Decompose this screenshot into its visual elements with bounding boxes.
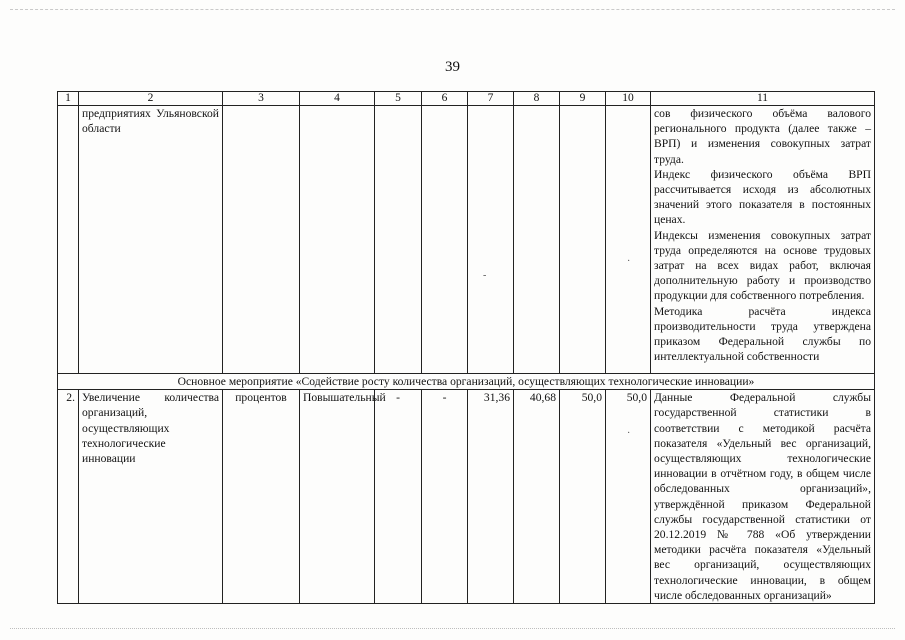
page-number: 39: [445, 59, 460, 75]
table-header-row: [58, 92, 875, 106]
column-header: 10: [606, 92, 651, 106]
column-header: 1: [58, 92, 79, 106]
value-cell: -: [422, 390, 468, 604]
methodology-note-cell: [651, 106, 875, 374]
value-cell: 40,68: [514, 390, 560, 604]
scan-speck: ·: [627, 428, 631, 439]
value-cell: 50,0: [606, 390, 651, 604]
table-cell: [560, 106, 606, 374]
column-header: 4: [300, 92, 375, 106]
row-number: 2.: [58, 390, 79, 604]
table-cell: [514, 106, 560, 374]
unit-cell: процентов: [223, 390, 300, 604]
table-row-2: [58, 390, 875, 604]
scan-edge-bottom: [10, 628, 895, 630]
column-header: 2: [79, 92, 223, 106]
table-cell: [375, 106, 422, 374]
note-paragraph: сов физического объёма валового регионального продукта (далее также – ВРП) и изменения совокупных затрат труда.: [654, 107, 871, 166]
note-paragraph: Методика расчёта индекса производительности труда утверждена приказом Федеральной службы по интеллектуальной собственности: [654, 304, 871, 364]
column-header: 7: [468, 92, 514, 106]
scan-edge-top: [10, 9, 895, 11]
column-header: 8: [514, 92, 560, 106]
note-paragraph: Индексы изменения совокупных затрат труда определяются на основе трудовых затрат на всех видах работ, включая дополнительную работу и производство продукции для собственного потребления.: [654, 228, 871, 303]
note-paragraph: Индекс физического объёма ВРП рассчитывается исходя из абсолютных значений этого показателя в постоянных ценах.: [654, 167, 871, 227]
column-header: 3: [223, 92, 300, 106]
column-header: 5: [375, 92, 422, 106]
direction-cell: Повышательный: [300, 390, 375, 604]
value-cell: -: [375, 390, 422, 604]
indicators-table: [57, 91, 875, 604]
section-title: Основное мероприятие «Содействие росту количества организаций, осуществляющих технологические инновации»: [58, 374, 875, 390]
value-cell: 50,0: [560, 390, 606, 604]
table-row-continuation: [58, 106, 875, 374]
value-cell: 31,36: [468, 390, 514, 604]
table-cell: [223, 106, 300, 374]
table-cell: [58, 106, 79, 374]
table-cell: [606, 106, 651, 374]
table-cell: [300, 106, 375, 374]
scan-speck: ·: [627, 256, 631, 267]
table-cell: [468, 106, 514, 374]
column-header: 6: [422, 92, 468, 106]
column-header: 11: [651, 92, 875, 106]
methodology-note-cell: Данные Федеральной службы государственной статистики в соответствии с методикой расчёта показателя «Удельный вес организаций, осуществляющих технологические инновации в отчётном году, в общем числе обследованных организаций», утверждённой приказом Федеральной службы государственной статистики от 20.12.2019 № 788 «Об утверждении методики расчёта показателя «Удельный вес организаций, осуществляющих технологические инновации, в общем числе обследованных организаций»: [651, 390, 875, 604]
column-header: 9: [560, 92, 606, 106]
table-cell: [422, 106, 468, 374]
indicator-name-cell: предприятиях Ульяновской области: [79, 106, 223, 374]
scan-speck: -: [483, 270, 487, 281]
section-title-row: [58, 374, 875, 390]
indicator-name-cell: Увеличение количества организаций, осуществляющих технологические инновации: [79, 390, 223, 604]
